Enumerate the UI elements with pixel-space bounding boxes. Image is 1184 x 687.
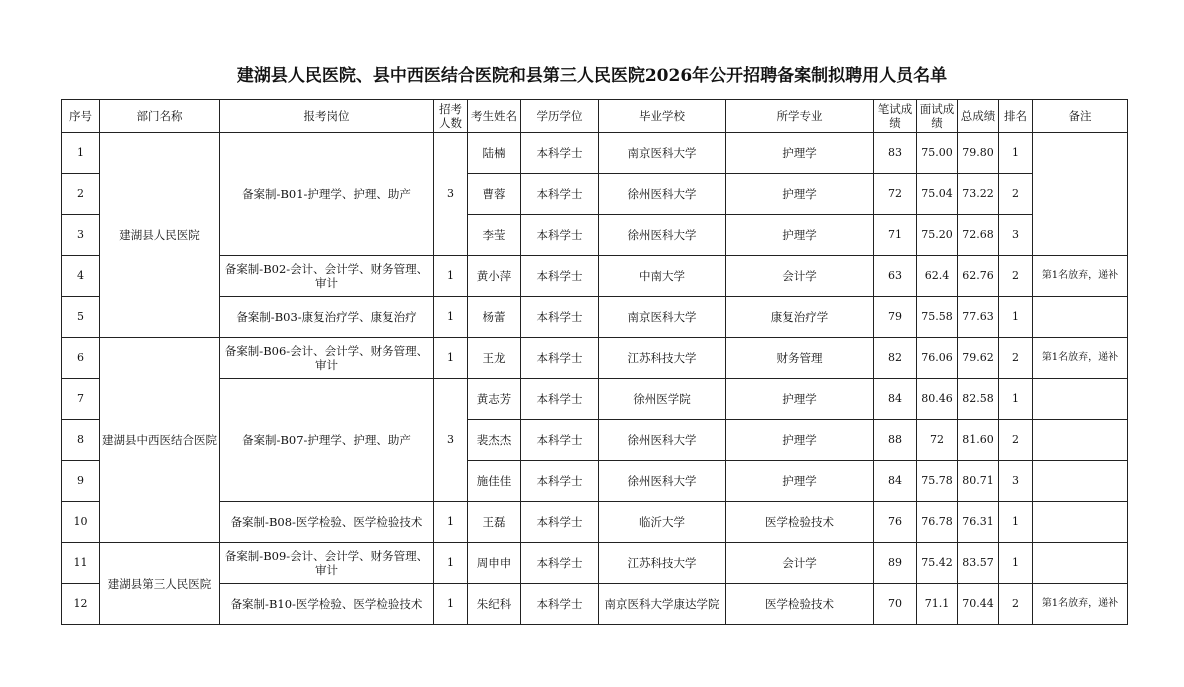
- header-quota: [434, 100, 468, 133]
- cell-dept: 建湖县中西医结合医院: [100, 338, 220, 543]
- cell-post: [220, 584, 434, 625]
- cell-written: 84: [874, 461, 917, 502]
- cell-rank: 2: [999, 420, 1033, 461]
- header-written-label: 笔试成绩: [877, 102, 913, 130]
- cell-school: 南京医科大学: [599, 133, 726, 174]
- cell-interview: 80.46: [917, 379, 958, 420]
- cell-name: 杨蕾: [468, 297, 521, 338]
- cell-rank: 1: [999, 502, 1033, 543]
- cell-total: 77.63: [958, 297, 999, 338]
- cell-note: [1033, 420, 1128, 461]
- cell-seq: 10: [62, 502, 100, 543]
- header-major: 所学专业: [726, 100, 874, 133]
- table-row: [62, 502, 1128, 543]
- cell-written: 70: [874, 584, 917, 625]
- cell-degree: 本科学士: [521, 174, 599, 215]
- header-row: [62, 100, 1128, 133]
- cell-degree: 本科学士: [521, 133, 599, 174]
- cell-school: 南京医科大学: [599, 297, 726, 338]
- cell-written: 72: [874, 174, 917, 215]
- cell-written: 71: [874, 215, 917, 256]
- cell-degree: 本科学士: [521, 379, 599, 420]
- cell-interview: 75.78: [917, 461, 958, 502]
- cell-major: 会计学: [726, 256, 874, 297]
- cell-total: 62.76: [958, 256, 999, 297]
- cell-total: 79.80: [958, 133, 999, 174]
- cell-note: 第1名放弃，递补: [1033, 256, 1128, 297]
- cell-school: 徐州医科大学: [599, 174, 726, 215]
- cell-name: 黄志芳: [468, 379, 521, 420]
- table-row: [62, 543, 1128, 584]
- cell-dept: 建湖县人民医院: [100, 133, 220, 338]
- cell-written: 89: [874, 543, 917, 584]
- cell-rank: 1: [999, 297, 1033, 338]
- cell-quota: 3: [434, 133, 468, 256]
- cell-major: 医学检验技术: [726, 584, 874, 625]
- cell-interview: 75.58: [917, 297, 958, 338]
- post-label: 备案制-B01-护理学、护理、助产: [242, 187, 411, 201]
- cell-total: 72.68: [958, 215, 999, 256]
- cell-major: 财务管理: [726, 338, 874, 379]
- header-rank: 排名: [999, 100, 1033, 133]
- header-note: 备注: [1033, 100, 1128, 133]
- cell-seq: 4: [62, 256, 100, 297]
- cell-seq: 5: [62, 297, 100, 338]
- cell-major: 护理学: [726, 379, 874, 420]
- cell-degree: 本科学士: [521, 338, 599, 379]
- cell-note: [1033, 379, 1128, 420]
- cell-interview: 75.20: [917, 215, 958, 256]
- cell-total: 76.31: [958, 502, 999, 543]
- cell-note: [1033, 461, 1128, 502]
- table-row: [62, 256, 1128, 297]
- table-row: [62, 584, 1128, 625]
- cell-major: 护理学: [726, 174, 874, 215]
- cell-interview: 62.4: [917, 256, 958, 297]
- cell-rank: 2: [999, 584, 1033, 625]
- cell-interview: 71.1: [917, 584, 958, 625]
- header-name: 考生姓名: [468, 100, 521, 133]
- cell-post: [220, 379, 434, 502]
- cell-degree: 本科学士: [521, 420, 599, 461]
- cell-name: 李莹: [468, 215, 521, 256]
- cell-name: 周申申: [468, 543, 521, 584]
- cell-post: [220, 543, 434, 584]
- cell-school: 徐州医科大学: [599, 420, 726, 461]
- post-label: 备案制-B08-医学检验、医学检验技术: [230, 515, 423, 529]
- header-interview: [917, 100, 958, 133]
- cell-name: 黄小萍: [468, 256, 521, 297]
- cell-interview: 76.06: [917, 338, 958, 379]
- cell-post: [220, 256, 434, 297]
- cell-quota: 3: [434, 379, 468, 502]
- header-school: 毕业学校: [599, 100, 726, 133]
- cell-major: 护理学: [726, 461, 874, 502]
- roster-table: [61, 99, 1128, 625]
- cell-total: 80.71: [958, 461, 999, 502]
- cell-post: [220, 133, 434, 256]
- cell-written: 82: [874, 338, 917, 379]
- cell-quota: 1: [434, 543, 468, 584]
- cell-total: 79.62: [958, 338, 999, 379]
- post-label: 备案制-B03-康复治疗学、康复治疗: [236, 310, 417, 324]
- header-total: 总成绩: [958, 100, 999, 133]
- cell-written: 76: [874, 502, 917, 543]
- header-written: [874, 100, 917, 133]
- cell-rank: 2: [999, 256, 1033, 297]
- cell-degree: 本科学士: [521, 215, 599, 256]
- cell-school: 江苏科技大学: [599, 338, 726, 379]
- cell-seq: 9: [62, 461, 100, 502]
- cell-note: [1033, 543, 1128, 584]
- cell-name: 王磊: [468, 502, 521, 543]
- cell-rank: 2: [999, 174, 1033, 215]
- cell-seq: 2: [62, 174, 100, 215]
- post-label: 备案制-B07-护理学、护理、助产: [242, 433, 411, 447]
- header-degree: 学历学位: [521, 100, 599, 133]
- cell-major: 医学检验技术: [726, 502, 874, 543]
- header-quota-label: 招考人数: [439, 102, 462, 130]
- cell-name: 王龙: [468, 338, 521, 379]
- table-row: [62, 379, 1128, 420]
- cell-quota: 1: [434, 338, 468, 379]
- cell-degree: 本科学士: [521, 297, 599, 338]
- cell-note: 第1名放弃，递补: [1033, 584, 1128, 625]
- cell-interview: 75.00: [917, 133, 958, 174]
- cell-interview: 75.04: [917, 174, 958, 215]
- cell-rank: 3: [999, 215, 1033, 256]
- post-label: 备案制-B09-会计、会计学、财务管理、审计: [224, 549, 429, 577]
- cell-interview: 72: [917, 420, 958, 461]
- cell-major: 护理学: [726, 133, 874, 174]
- cell-quota: 1: [434, 584, 468, 625]
- cell-total: 83.57: [958, 543, 999, 584]
- header-interview-label: 面试成绩: [919, 102, 955, 130]
- cell-school: 南京医科大学康达学院: [599, 584, 726, 625]
- cell-total: 82.58: [958, 379, 999, 420]
- cell-written: 63: [874, 256, 917, 297]
- cell-major: 护理学: [726, 420, 874, 461]
- cell-rank: 1: [999, 379, 1033, 420]
- cell-quota: 1: [434, 256, 468, 297]
- cell-rank: 1: [999, 543, 1033, 584]
- cell-dept: 建湖县第三人民医院: [100, 543, 220, 625]
- cell-school: 徐州医科大学: [599, 215, 726, 256]
- cell-post: [220, 502, 434, 543]
- cell-quota: 1: [434, 502, 468, 543]
- cell-note: [1033, 133, 1128, 256]
- cell-post: [220, 297, 434, 338]
- cell-interview: 76.78: [917, 502, 958, 543]
- cell-school: 徐州医科大学: [599, 461, 726, 502]
- cell-school: 中南大学: [599, 256, 726, 297]
- cell-seq: 6: [62, 338, 100, 379]
- cell-school: 江苏科技大学: [599, 543, 726, 584]
- cell-post: [220, 338, 434, 379]
- cell-name: 裴杰杰: [468, 420, 521, 461]
- header-seq: 序号: [62, 100, 100, 133]
- header-dept: 部门名称: [100, 100, 220, 133]
- cell-seq: 1: [62, 133, 100, 174]
- cell-total: 70.44: [958, 584, 999, 625]
- cell-degree: 本科学士: [521, 584, 599, 625]
- cell-written: 84: [874, 379, 917, 420]
- cell-note: [1033, 502, 1128, 543]
- cell-interview: 75.42: [917, 543, 958, 584]
- cell-note: [1033, 297, 1128, 338]
- cell-written: 83: [874, 133, 917, 174]
- cell-seq: 3: [62, 215, 100, 256]
- cell-degree: 本科学士: [521, 256, 599, 297]
- table-row: [62, 297, 1128, 338]
- cell-major: 护理学: [726, 215, 874, 256]
- cell-seq: 12: [62, 584, 100, 625]
- table-row: [62, 133, 1128, 174]
- cell-name: 曹蓉: [468, 174, 521, 215]
- page-title: 建湖县人民医院、县中西医结合医院和县第三人民医院2026年公开招聘备案制拟聘用人员名单: [236, 66, 948, 86]
- cell-name: 施佳佳: [468, 461, 521, 502]
- cell-total: 81.60: [958, 420, 999, 461]
- cell-name: 陆楠: [468, 133, 521, 174]
- cell-rank: 2: [999, 338, 1033, 379]
- cell-degree: 本科学士: [521, 502, 599, 543]
- cell-written: 88: [874, 420, 917, 461]
- cell-written: 79: [874, 297, 917, 338]
- cell-quota: 1: [434, 297, 468, 338]
- cell-rank: 1: [999, 133, 1033, 174]
- cell-major: 会计学: [726, 543, 874, 584]
- cell-seq: 8: [62, 420, 100, 461]
- cell-major: 康复治疗学: [726, 297, 874, 338]
- header-post: 报考岗位: [220, 100, 434, 133]
- post-label: 备案制-B06-会计、会计学、财务管理、审计: [224, 344, 429, 372]
- cell-seq: 7: [62, 379, 100, 420]
- cell-rank: 3: [999, 461, 1033, 502]
- post-label: 备案制-B02-会计、会计学、财务管理、审计: [224, 262, 429, 290]
- cell-school: 临沂大学: [599, 502, 726, 543]
- cell-degree: 本科学士: [521, 461, 599, 502]
- cell-degree: 本科学士: [521, 543, 599, 584]
- table-row: [62, 338, 1128, 379]
- cell-seq: 11: [62, 543, 100, 584]
- post-label: 备案制-B10-医学检验、医学检验技术: [230, 597, 423, 611]
- cell-name: 朱纪科: [468, 584, 521, 625]
- cell-total: 73.22: [958, 174, 999, 215]
- cell-school: 徐州医学院: [599, 379, 726, 420]
- cell-note: 第1名放弃，递补: [1033, 338, 1128, 379]
